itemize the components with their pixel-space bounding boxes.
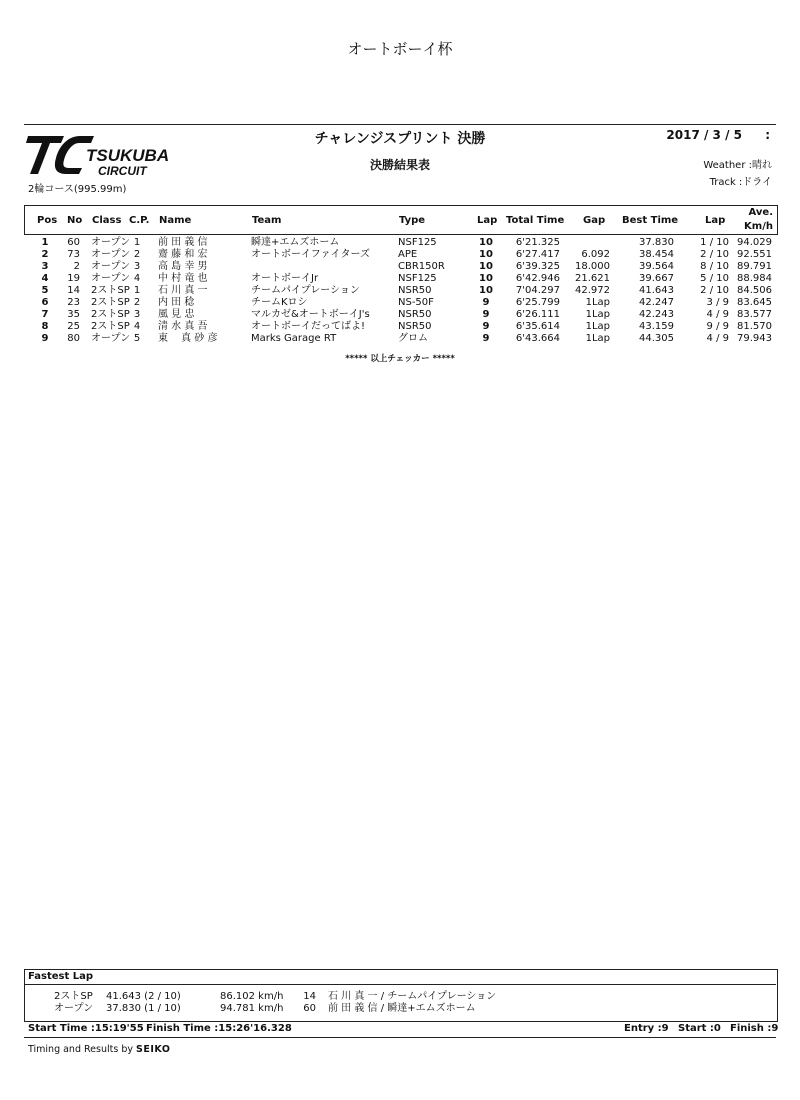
finish-count: Finish :9 [730, 1023, 779, 1034]
fl-time: 41.643 (2 / 10) [106, 991, 181, 1002]
tsukuba-circuit-logo [24, 130, 204, 180]
cell-pos: 5 [41, 285, 49, 296]
cell-pos: 1 [41, 237, 49, 248]
cell-team: Marks Garage RT [251, 333, 337, 344]
col-name: Name [159, 215, 192, 226]
col-kmh: Km/h [744, 221, 773, 232]
table-row [24, 249, 776, 261]
table-row [24, 297, 776, 309]
cell-best-lap: 5 / 10 [700, 273, 729, 284]
fl-speed: 94.781 km/h [220, 1003, 284, 1014]
cell-pos: 4 [41, 273, 49, 284]
logo-text-bottom: CIRCUIT [98, 164, 147, 178]
cell-cp: 1 [133, 237, 141, 248]
cell-pos: 9 [41, 333, 49, 344]
cell-best-lap: 8 / 10 [700, 261, 729, 272]
cell-best-time: 39.667 [639, 273, 674, 284]
col-ave: Ave. [748, 207, 773, 218]
race-date [600, 128, 770, 142]
cell-team: チームパイプレーション [251, 285, 360, 296]
cell-cp: 1 [133, 285, 141, 296]
cell-total-time: 6'35.614 [515, 321, 560, 332]
cell-class: オープン [91, 237, 131, 248]
fastest-lap-row [24, 1003, 776, 1015]
col-best-lap: Lap [705, 215, 726, 226]
seiko-logo: SEIKO [136, 1044, 171, 1055]
table-row [24, 285, 776, 297]
table-row [24, 261, 776, 273]
cell-total-time: 7'04.297 [515, 285, 560, 296]
cell-cp: 2 [133, 249, 141, 260]
cell-type: CBR150R [398, 261, 445, 272]
cell-best-lap: 4 / 9 [706, 333, 729, 344]
cell-type: NSF125 [398, 273, 437, 284]
cell-name: 清 水 真 吾 [158, 321, 208, 332]
cell-cp: 4 [133, 321, 141, 332]
race-title: チャレンジスプリント 決勝 [314, 131, 486, 147]
fl-time: 37.830 (1 / 10) [106, 1003, 181, 1014]
cell-ave: 81.570 [737, 321, 772, 332]
cell-lap: 9 [482, 297, 490, 308]
fl-no: 14 [303, 991, 316, 1002]
cell-type: NS-50F [398, 297, 434, 308]
cell-ave: 83.577 [737, 309, 772, 320]
cell-no: 2 [73, 261, 80, 272]
cell-class: オープン [91, 249, 131, 260]
cell-name: 風 見 忠 [158, 309, 195, 320]
cell-lap: 9 [482, 321, 490, 332]
cell-total-time: 6'27.417 [515, 249, 560, 260]
footer-summary [24, 1022, 779, 1036]
col-total-time: Total Time [506, 215, 565, 226]
cell-type: NSR50 [398, 309, 432, 320]
cell-best-lap: 3 / 9 [706, 297, 729, 308]
checker-line: ***** 以上チェッカー ***** [345, 354, 455, 364]
table-row [24, 273, 776, 285]
table-row [24, 309, 776, 321]
time-separator: : [765, 128, 770, 142]
cell-gap: 1Lap [585, 321, 610, 332]
col-lap: Lap [477, 215, 498, 226]
cell-cp: 3 [133, 261, 141, 272]
cell-lap: 10 [479, 249, 493, 260]
col-pos: Pos [37, 215, 58, 226]
cell-no: 60 [67, 237, 80, 248]
cell-ave: 89.791 [737, 261, 772, 272]
cell-best-time: 39.564 [639, 261, 674, 272]
cell-lap: 9 [482, 309, 490, 320]
weather: Weather :晴れ [703, 160, 772, 171]
cell-total-time: 6'21.325 [515, 237, 560, 248]
cell-class: 2ストSP [91, 285, 130, 296]
logo-text-top: TSUKUBA [86, 146, 170, 165]
cell-pos: 3 [41, 261, 49, 272]
cell-gap: 6.092 [581, 249, 610, 260]
cell-ave: 94.029 [737, 237, 772, 248]
cell-type: NSR50 [398, 285, 432, 296]
date-text: 2017 / 3 / 5 [666, 128, 742, 142]
cell-gap: 1Lap [585, 309, 610, 320]
cell-best-lap: 2 / 10 [700, 249, 729, 260]
start-count: Start :0 [678, 1023, 721, 1034]
cell-type: APE [398, 249, 418, 260]
course-label: 2輪コース(995.99m) [28, 184, 127, 195]
fastest-lap-row [24, 991, 776, 1003]
cell-name: 前 田 義 信 [158, 237, 208, 248]
cell-lap: 10 [479, 237, 493, 248]
cell-gap: 42.972 [575, 285, 610, 296]
cell-class: 2ストSP [91, 297, 130, 308]
cell-ave: 88.984 [737, 273, 772, 284]
cell-team: オートボーイだってばよ! [251, 321, 366, 332]
cell-name: 内 田 稔 [158, 297, 195, 308]
cell-team: 瞬達+エムズホーム [251, 237, 340, 248]
fastest-lap-divider [24, 984, 776, 985]
entry-count: Entry :9 [624, 1023, 669, 1034]
cell-best-lap: 4 / 9 [706, 309, 729, 320]
track-condition: Track :ドライ [709, 177, 772, 188]
cell-cp: 2 [133, 297, 141, 308]
document-title: 決勝結果表 [369, 158, 430, 172]
cell-class: オープン [91, 273, 131, 284]
cell-ave: 79.943 [737, 333, 772, 344]
cell-pos: 6 [41, 297, 49, 308]
cell-class: 2ストSP [91, 321, 130, 332]
col-no: No [67, 215, 83, 226]
finish-time: Finish Time :15:26'16.328 [146, 1023, 292, 1034]
cell-lap: 10 [479, 273, 493, 284]
col-type: Type [399, 215, 426, 226]
tc-logo-icon [24, 130, 204, 180]
cell-no: 23 [67, 297, 80, 308]
fl-no: 60 [303, 1003, 316, 1014]
cell-name: 齋 藤 和 宏 [158, 249, 208, 260]
footer-rule [24, 1037, 776, 1038]
cell-type: NSR50 [398, 321, 432, 332]
cell-type: NSF125 [398, 237, 437, 248]
cell-pos: 7 [41, 309, 49, 320]
timing-credit [28, 1044, 170, 1055]
col-best-time: Best Time [622, 215, 679, 226]
cell-type: グロム [398, 333, 428, 344]
fl-rider-team: 石 川 真 一 / チームパイプレーション [328, 991, 497, 1002]
fl-class: 2ストSP [54, 991, 93, 1002]
cell-lap: 10 [479, 285, 493, 296]
cell-best-lap: 9 / 9 [706, 321, 729, 332]
cell-team: オートボーイファイターズ [251, 249, 370, 260]
cell-team: チームKロシ [251, 297, 308, 308]
cell-best-lap: 1 / 10 [700, 237, 729, 248]
cell-ave: 92.551 [737, 249, 772, 260]
cell-pos: 8 [41, 321, 49, 332]
fl-class: オープン [54, 1003, 94, 1014]
cell-no: 14 [67, 285, 80, 296]
cell-no: 80 [67, 333, 80, 344]
cell-best-time: 42.243 [639, 309, 674, 320]
cell-team: オートボーイJr [251, 273, 319, 284]
cell-total-time: 6'26.111 [515, 309, 560, 320]
cell-class: オープン [91, 261, 131, 272]
cell-best-time: 42.247 [639, 297, 674, 308]
event-title: オートボーイ杯 [347, 40, 453, 58]
cell-total-time: 6'42.946 [515, 273, 560, 284]
table-row [24, 333, 776, 345]
cell-cp: 4 [133, 273, 141, 284]
cell-name: 東 真 砂 彦 [158, 333, 218, 344]
fl-speed: 86.102 km/h [220, 991, 284, 1002]
cell-cp: 5 [133, 333, 141, 344]
cell-gap: 18.000 [575, 261, 610, 272]
cell-best-lap: 2 / 10 [700, 285, 729, 296]
cell-gap: 1Lap [585, 297, 610, 308]
table-row [24, 321, 776, 333]
cell-class: オープン [91, 333, 131, 344]
cell-gap: 21.621 [575, 273, 610, 284]
cell-best-time: 43.159 [639, 321, 674, 332]
fl-rider-team: 前 田 義 信 / 瞬達+エムズホーム [328, 1003, 476, 1014]
cell-lap: 10 [479, 261, 493, 272]
cell-no: 25 [67, 321, 80, 332]
cell-no: 19 [67, 273, 80, 284]
cell-lap: 9 [482, 333, 490, 344]
cell-ave: 83.645 [737, 297, 772, 308]
cell-class: 2ストSP [91, 309, 130, 320]
cell-total-time: 6'25.799 [515, 297, 560, 308]
cell-pos: 2 [41, 249, 49, 260]
col-cp: C.P. [129, 215, 150, 226]
cell-best-time: 37.830 [639, 237, 674, 248]
cell-name: 石 川 真 一 [158, 285, 208, 296]
col-gap: Gap [583, 215, 606, 226]
cell-best-time: 44.305 [639, 333, 674, 344]
cell-total-time: 6'43.664 [515, 333, 560, 344]
timing-text: Timing and Results by [28, 1044, 133, 1055]
cell-ave: 84.506 [737, 285, 772, 296]
cell-best-time: 41.643 [639, 285, 674, 296]
fastest-lap-title: Fastest Lap [28, 971, 93, 982]
cell-no: 73 [67, 249, 80, 260]
cell-gap: 1Lap [585, 333, 610, 344]
table-row [24, 237, 776, 249]
col-team: Team [252, 215, 282, 226]
col-class: Class [92, 215, 122, 226]
cell-best-time: 38.454 [639, 249, 674, 260]
results-header [24, 205, 778, 235]
cell-team: マルカゼ&オートボーイJ's [251, 309, 370, 320]
cell-cp: 3 [133, 309, 141, 320]
cell-total-time: 6'39.325 [515, 261, 560, 272]
cell-no: 35 [67, 309, 80, 320]
header-rule [24, 124, 776, 125]
start-time: Start Time :15:19'55 [28, 1023, 144, 1034]
cell-name: 高 島 幸 男 [158, 261, 208, 272]
cell-name: 中 村 竜 也 [158, 273, 208, 284]
